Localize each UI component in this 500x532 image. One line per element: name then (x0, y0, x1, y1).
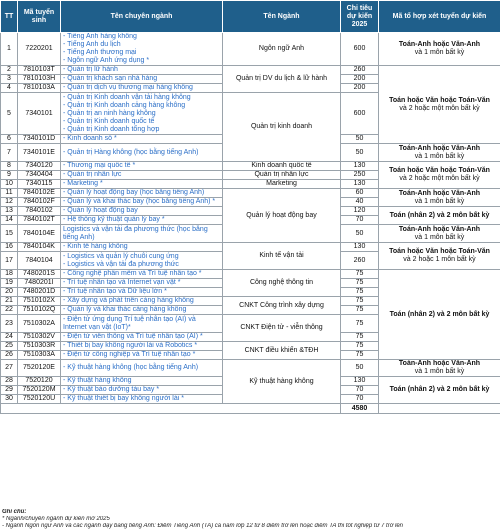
row-number: 26 (1, 351, 18, 360)
admission-code: 7840104 (18, 252, 61, 270)
admission-code: 7810103H (18, 75, 61, 84)
major-name: CNKT điều khiển &TĐH (223, 342, 341, 360)
program-name: - Quản lý hoạt động bay (63, 207, 138, 214)
program-cell (61, 225, 223, 243)
header-method: Mã tổ hợp xét tuyển dự kiến (379, 1, 500, 33)
program-cell (61, 33, 223, 66)
major-name: Marketing (223, 180, 341, 189)
admission-code: 7480201D (18, 288, 61, 297)
table-row (1, 189, 500, 198)
program-cell (61, 377, 223, 386)
row-number: 15 (1, 225, 18, 243)
quota-value: 200 (341, 75, 379, 84)
program-cell (61, 342, 223, 351)
admission-method (379, 377, 500, 404)
program-name: - Kỹ thuật hàng không (học bằng tiếng Anh) (63, 364, 199, 371)
quota-value: 260 (341, 252, 379, 270)
table-row (1, 243, 500, 252)
program-name: - Logistics và quản lý chuỗi cung ứng (63, 252, 179, 260)
program-name: - Công nghệ phần mềm và Trí tuệ nhân tạo * (63, 270, 202, 277)
major-name: Quản trị kinh doanh (223, 93, 341, 162)
program-name: - Quản trị Hàng không (học bằng tiếng Anh) (63, 148, 199, 156)
program-cell (61, 216, 223, 225)
total-empty-cell (379, 404, 500, 414)
program-name: - Hệ thống kỹ thuật quản lý bay * (63, 216, 165, 223)
method-extra: và 1 môn bất kỳ (414, 152, 465, 160)
quota-value: 75 (341, 351, 379, 360)
quota-value: 130 (341, 243, 379, 252)
program-cell (61, 66, 223, 75)
method-subjects: Toán hoặc Văn hoặc Toán-Văn (389, 248, 490, 255)
program-name: - Kỹ thuật bảo dưỡng tàu bay * (63, 386, 160, 393)
program-cell (61, 198, 223, 207)
program-name: - Thiết bị bay không người lái và Robotics * (63, 342, 198, 349)
admission-code: 7840102 (18, 207, 61, 216)
program-cell (61, 171, 223, 180)
row-number: 11 (1, 189, 18, 198)
program-name: - Điện tử viễn thông và Trí tuệ nhân tạo (AI) * (63, 333, 203, 340)
major-name: Quản trị nhân lực (223, 171, 341, 180)
table-row (1, 270, 500, 279)
admission-code: 7220201 (18, 33, 61, 66)
table-row (1, 33, 500, 66)
program-name: - Điện tử ứng dụng Trí tuệ nhân tạo (AI) và Internet vạn vật (IoT)* (63, 315, 196, 331)
admission-method (379, 360, 500, 377)
program-cell (61, 279, 223, 288)
major-name: CNKT Công trình xây dựng (223, 297, 341, 315)
program-cell (61, 243, 223, 252)
program-name: - Logistics và vận tải đa phương thức (63, 260, 179, 268)
quota-value: 60 (341, 189, 379, 198)
quota-value: 75 (341, 288, 379, 297)
program-name: - Quản trị Kinh doanh cảng hàng không (63, 101, 186, 109)
total-row (1, 404, 500, 414)
admission-code: 7340101 (18, 93, 61, 135)
program-name: - Thương mại quốc tế * (63, 162, 136, 169)
major-name: Kỹ thuật hàng không (223, 360, 341, 404)
row-number: 22 (1, 306, 18, 315)
program-name: - Tiếng Anh hàng không (63, 33, 137, 40)
method-extra: và 1 môn bất kỳ (414, 197, 465, 205)
method-subjects: Toán (nhân 2) và 2 môn bất kỳ (389, 310, 490, 318)
admission-method (379, 189, 500, 207)
quota-value: 70 (341, 216, 379, 225)
quota-value: 70 (341, 395, 379, 404)
program-name: - Quản trị Kinh doanh quốc tế (63, 117, 155, 125)
quota-value: 130 (341, 377, 379, 386)
admission-method (379, 270, 500, 360)
program-name: - Quản trị an ninh hàng không (63, 109, 156, 117)
method-subjects: Toán-Anh hoặc Văn-Anh (398, 41, 481, 48)
row-number: 19 (1, 279, 18, 288)
program-name: - Kỹ thuật hàng không (63, 377, 132, 384)
program-name: - Marketing * (63, 180, 103, 187)
admission-code: 7340120 (18, 162, 61, 171)
admission-code: 7510302A (18, 315, 61, 333)
row-number: 10 (1, 180, 18, 189)
quota-value: 130 (341, 180, 379, 189)
program-name: - Quản trị khách sạn nhà hàng (63, 75, 158, 82)
major-name: CNKT Điện tử - viễn thông (223, 315, 341, 342)
admission-method (379, 66, 500, 144)
row-number: 2 (1, 66, 18, 75)
program-cell (61, 351, 223, 360)
program-name: - Quản lý hoạt động bay (học bằng tiếng Anh) (63, 189, 205, 196)
program-cell (61, 180, 223, 189)
program-cell (61, 93, 223, 135)
program-name: - Kỹ thuật thiết bị bay không người lái * (63, 395, 184, 402)
admission-method (379, 162, 500, 189)
quota-value: 75 (341, 270, 379, 279)
method-extra: và 2 hoặc một môn bất kỳ (399, 175, 480, 182)
table-row (1, 66, 500, 75)
admission-code: 7520120E (18, 360, 61, 377)
admission-code: 7810103T (18, 66, 61, 75)
quota-value: 200 (341, 84, 379, 93)
program-name: - Quản trị Kinh doanh tổng hợp (63, 125, 160, 133)
quota-value: 40 (341, 198, 379, 207)
admission-method (379, 225, 500, 243)
method-subjects: Toán hoặc Văn hoặc Toán-Văn (389, 96, 490, 104)
note-1: * Ngành/chuyên ngành dự kiến mở 2025 (2, 516, 110, 522)
method-subjects: Toán-Anh hoặc Văn-Anh (398, 225, 481, 233)
quota-value: 50 (341, 225, 379, 243)
method-extra: và 2 hoặc một môn bất kỳ (399, 104, 480, 112)
program-name: - Quản lý và khai thác cảng hàng không (63, 306, 187, 313)
program-name: - Điện tử công nghiệp và Trí tuệ nhân tạo * (63, 351, 196, 358)
program-cell (61, 75, 223, 84)
quota-value: 70 (341, 386, 379, 395)
row-number: 7 (1, 144, 18, 162)
row-number: 23 (1, 315, 18, 333)
program-name: Logistics và vận tải đa phương thức (học bằng tiếng Anh) (63, 225, 208, 241)
quota-value: 600 (341, 33, 379, 66)
header-tt: TT (1, 1, 18, 33)
major-name: Quản lý hoạt động bay (223, 189, 341, 243)
row-number: 5 (1, 93, 18, 135)
row-number: 6 (1, 135, 18, 144)
quota-value: 75 (341, 279, 379, 288)
quota-value: 75 (341, 315, 379, 333)
method-subjects: Toán-Anh hoặc Văn-Anh (398, 189, 481, 197)
program-cell (61, 84, 223, 93)
quota-value: 75 (341, 342, 379, 351)
admission-code: 7840102F (18, 198, 61, 207)
row-number: 3 (1, 75, 18, 84)
program-cell (61, 395, 223, 404)
admission-code: 7510303R (18, 342, 61, 351)
row-number: 28 (1, 377, 18, 386)
quota-value: 120 (341, 207, 379, 216)
program-name: - Tiếng Anh du lịch (63, 41, 121, 48)
row-number: 27 (1, 360, 18, 377)
quota-value: 50 (341, 360, 379, 377)
program-cell (61, 135, 223, 144)
total-value: 4580 (341, 404, 379, 414)
table-row (1, 360, 500, 377)
method-subjects: Toán hoặc Văn hoặc Toán-Văn (389, 167, 490, 174)
row-number: 29 (1, 386, 18, 395)
row-number: 16 (1, 243, 18, 252)
method-extra: và 2 hoặc 1 môn bất kỳ (403, 256, 476, 263)
admission-code: 7340101D (18, 135, 61, 144)
notes (2, 509, 498, 530)
program-name: - Kinh doanh số * (63, 135, 117, 142)
admission-code: 7340101E (18, 144, 61, 162)
program-cell (61, 333, 223, 342)
program-name: - Trí tuệ nhân tạo và Internet vạn vật * (63, 279, 181, 286)
admission-code: 7480201I (18, 279, 61, 288)
row-number: 25 (1, 342, 18, 351)
row-number: 30 (1, 395, 18, 404)
program-name: - Quản trị lữ hành (63, 66, 118, 73)
row-number: 21 (1, 297, 18, 306)
admission-code: 7520120 (18, 377, 61, 386)
header-row (1, 1, 500, 33)
program-name: - Tiếng Anh thương mại (63, 49, 137, 56)
row-number: 4 (1, 84, 18, 93)
admission-method (379, 144, 500, 162)
header-major: Tên Ngành (223, 1, 341, 33)
method-subjects: Toán (nhân 2) và 2 môn bất kỳ (389, 386, 490, 393)
note-2: - Ngành Ngôn ngữ Anh và các ngành dạy bằng tiếng Anh: Điểm Tiếng Anh (TA) cả năm lớp 12 từ 8 điểm trở lên hoặc điểm TA thi tốt nghiệp từ 7 trở lên (2, 523, 404, 529)
quota-value: 600 (341, 93, 379, 135)
admission-method (379, 243, 500, 270)
program-name: - Quản trị dịch vụ thương mại hàng không (63, 84, 193, 91)
program-cell (61, 252, 223, 270)
header-quota: Chỉ tiêu dự kiến 2025 (341, 1, 379, 33)
program-name: - Quản trị nhân lực (63, 171, 122, 178)
program-cell (61, 207, 223, 216)
program-cell (61, 297, 223, 306)
admission-code: 7510102Q (18, 306, 61, 315)
row-number: 14 (1, 216, 18, 225)
program-cell (61, 306, 223, 315)
major-name: Kinh tế vận tải (223, 243, 341, 270)
program-cell (61, 386, 223, 395)
notes-label: Ghi chú: (2, 509, 27, 515)
method-subjects: Toán (nhân 2) và 2 môn bất kỳ (389, 211, 490, 219)
major-name: Ngôn ngữ Anh (223, 33, 341, 66)
program-name: - Ngôn ngữ Anh ứng dụng * (63, 57, 150, 64)
admission-code: 7480201S (18, 270, 61, 279)
quota-value: 50 (341, 144, 379, 162)
admission-code: 7520120M (18, 386, 61, 395)
program-name: - Quản trị Kinh doanh vận tải hàng không (63, 93, 191, 101)
major-name: Công nghệ thông tin (223, 270, 341, 297)
quota-value: 50 (341, 135, 379, 144)
program-name: - Trí tuệ nhân tạo và Dữ liệu lớn * (63, 288, 167, 295)
program-cell (61, 144, 223, 162)
row-number: 9 (1, 171, 18, 180)
quota-value: 75 (341, 297, 379, 306)
header-program: Tên chuyên ngành (61, 1, 223, 33)
method-extra: và 1 môn bất kỳ (414, 49, 465, 56)
total-label-cell (1, 404, 341, 414)
row-number: 12 (1, 198, 18, 207)
program-cell (61, 315, 223, 333)
row-number: 20 (1, 288, 18, 297)
admission-method (379, 33, 500, 66)
program-name: - Kinh tế hàng không (63, 243, 128, 250)
admission-code: 7840104E (18, 225, 61, 243)
admission-code: 7510302V (18, 333, 61, 342)
program-cell (61, 162, 223, 171)
table-row (1, 162, 500, 171)
admission-code: 7510303A (18, 351, 61, 360)
admission-code: 7340404 (18, 171, 61, 180)
row-number: 8 (1, 162, 18, 171)
row-number: 17 (1, 252, 18, 270)
row-number: 18 (1, 270, 18, 279)
header-code: Mã tuyển sinh (18, 1, 61, 33)
row-number: 24 (1, 333, 18, 342)
quota-value: 75 (341, 306, 379, 315)
program-cell (61, 189, 223, 198)
admission-code: 7840102T (18, 216, 61, 225)
major-name: Quản trị DV du lịch & lữ hành (223, 66, 341, 93)
program-name: - Quản lý và khai thác bay (học bằng tiếng Anh) * (63, 198, 216, 205)
row-number: 13 (1, 207, 18, 216)
method-subjects: Toán-Anh hoặc Văn-Anh (398, 360, 481, 367)
quota-value: 130 (341, 162, 379, 171)
quota-value: 75 (341, 333, 379, 342)
program-cell (61, 360, 223, 377)
admission-code: 7510102X (18, 297, 61, 306)
quota-value: 260 (341, 66, 379, 75)
method-subjects: Toán-Anh hoặc Văn-Anh (398, 144, 481, 152)
admission-code: 7520120U (18, 395, 61, 404)
major-name: Kinh doanh quốc tế (223, 162, 341, 171)
admission-code: 7810103A (18, 84, 61, 93)
method-extra: và 1 môn bất kỳ (414, 368, 465, 375)
program-cell (61, 270, 223, 279)
quota-value: 250 (341, 171, 379, 180)
program-cell (61, 288, 223, 297)
admission-code: 7340115 (18, 180, 61, 189)
admission-code: 7840102E (18, 189, 61, 198)
admission-method (379, 207, 500, 225)
method-extra: và 1 môn bất kỳ (414, 233, 465, 241)
program-name: - Xây dựng và phát triển cảng hàng không (63, 297, 194, 304)
row-number: 1 (1, 33, 18, 66)
admission-code: 7840104K (18, 243, 61, 252)
